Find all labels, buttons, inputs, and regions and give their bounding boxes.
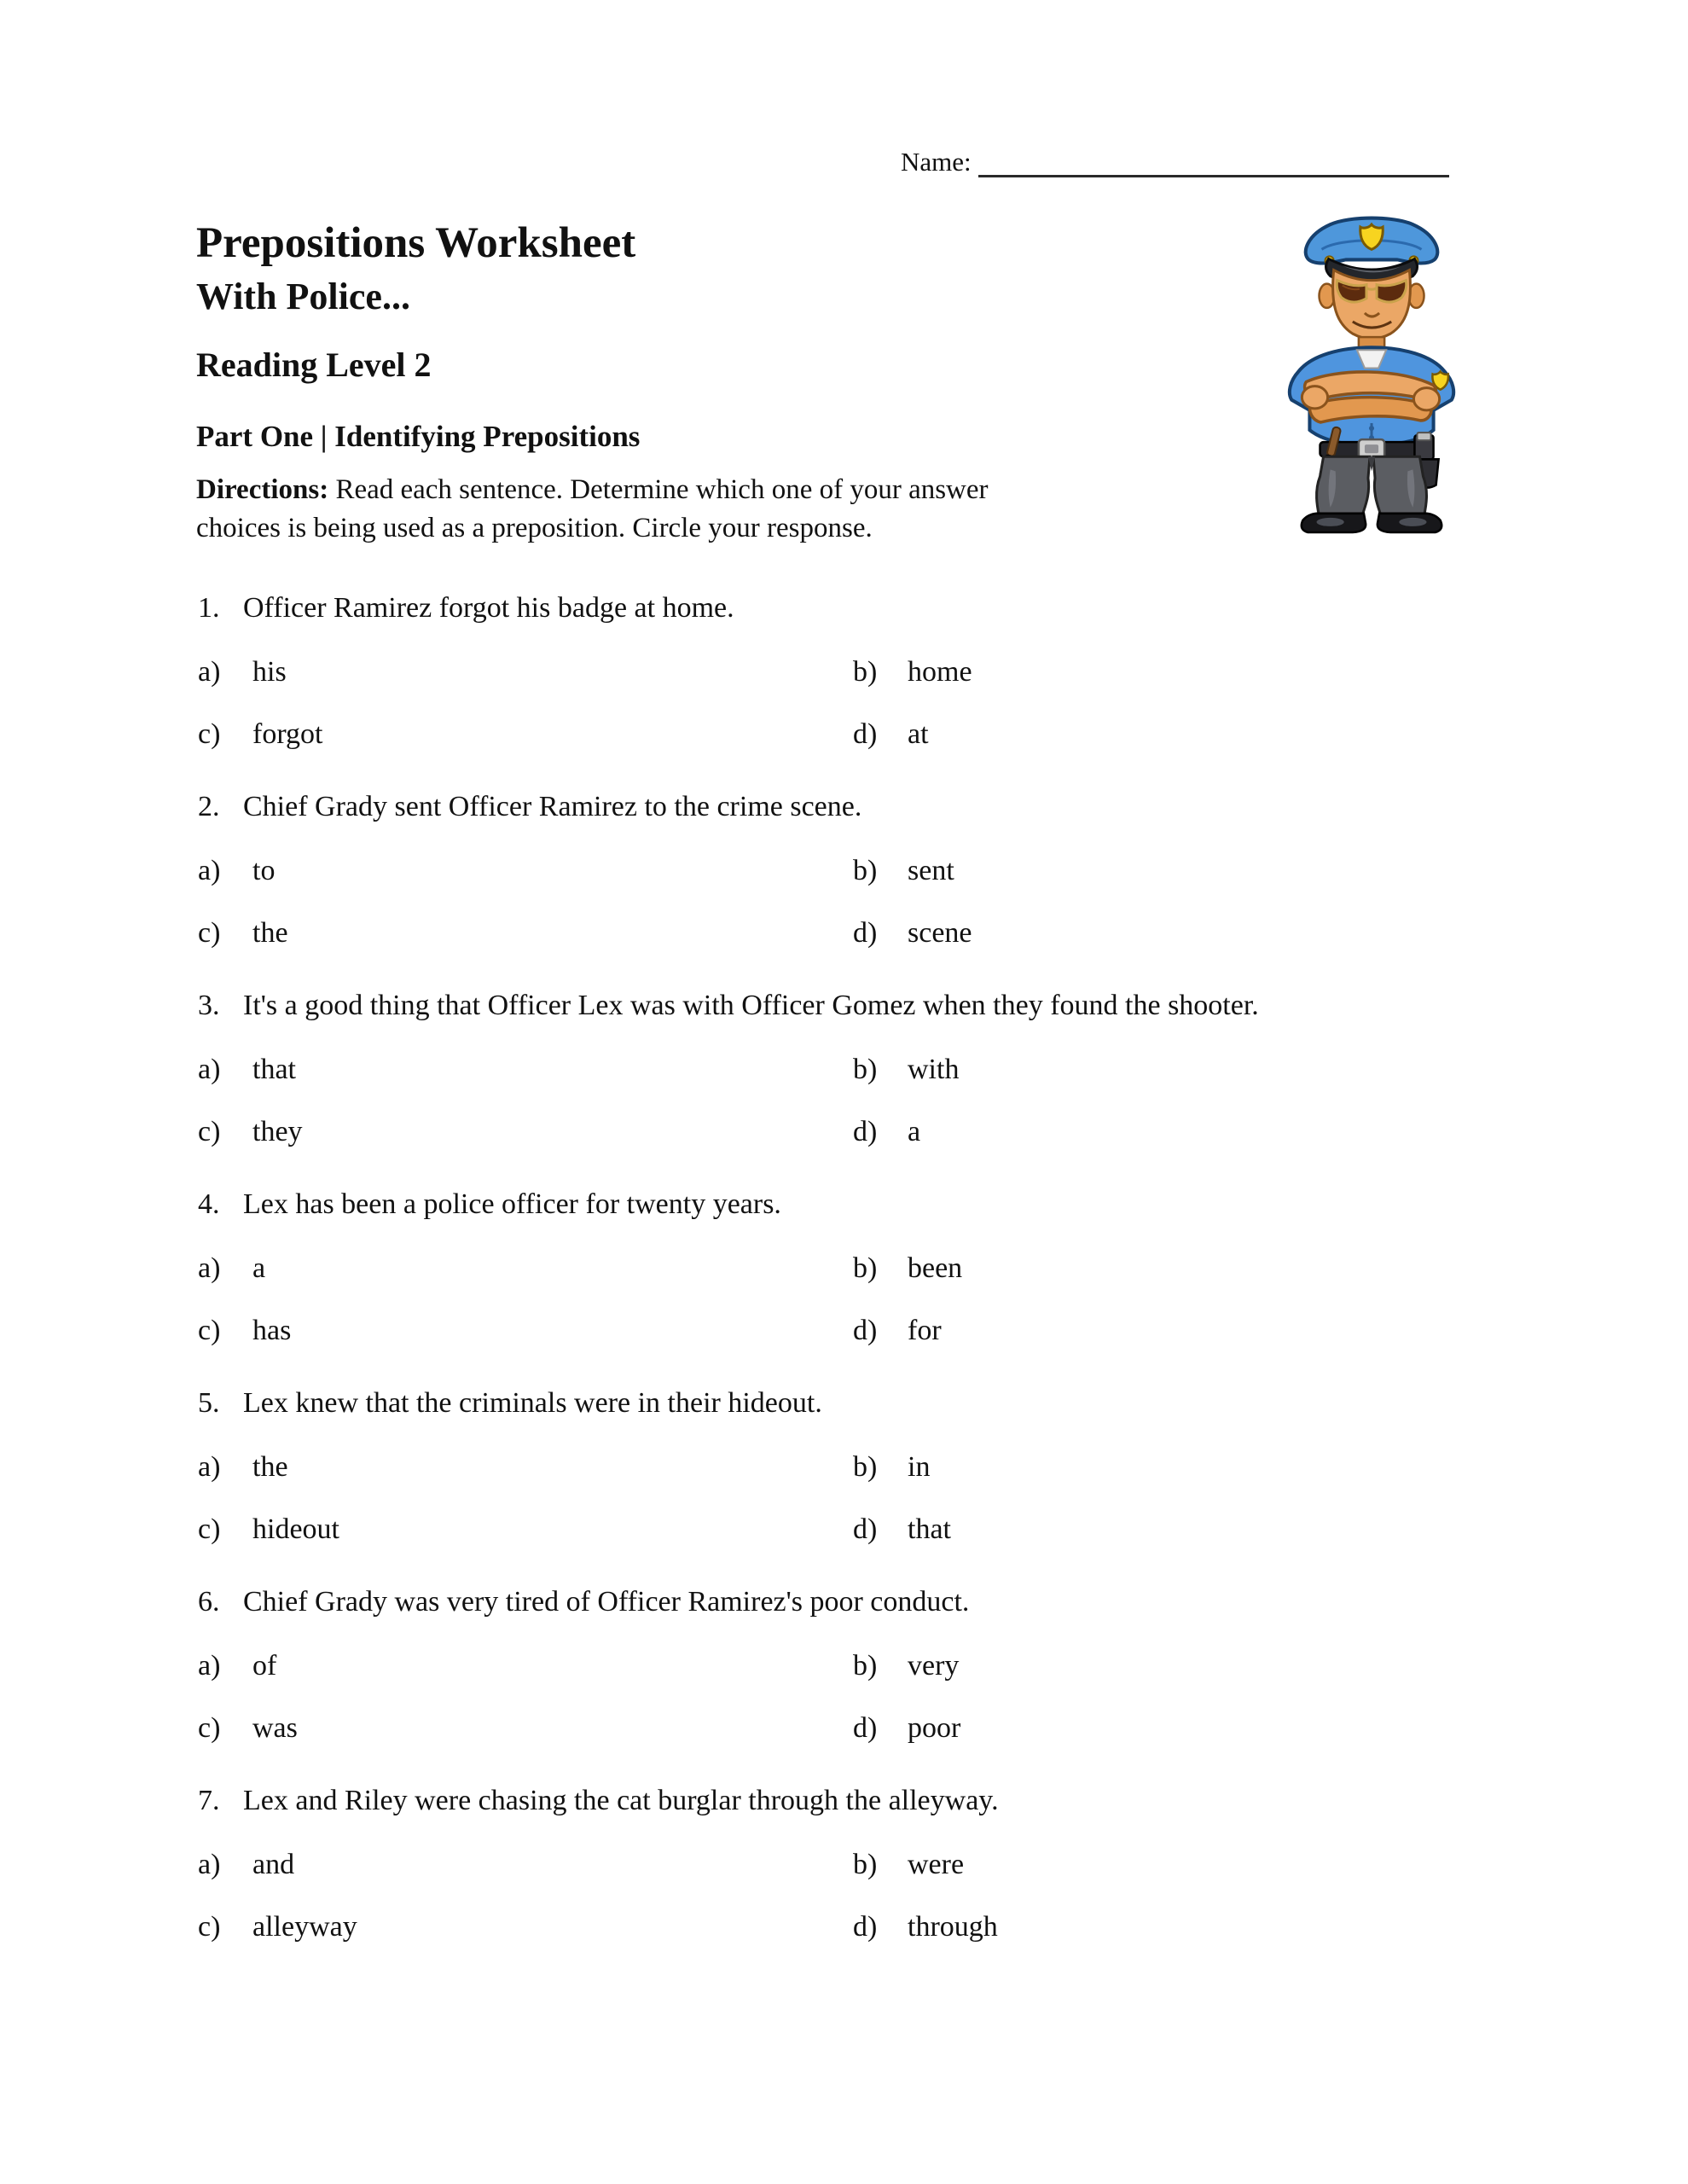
answer-choice-c[interactable] (198, 715, 853, 753)
choice-text: through (908, 1911, 998, 1943)
choice-text: his (252, 656, 287, 688)
answer-choice-d[interactable] (853, 1311, 1490, 1350)
answer-choice-c[interactable] (198, 1510, 853, 1548)
question-stem (198, 589, 1490, 627)
choice-letter: c) (198, 1116, 221, 1147)
page-title: Prepositions Worksheet (196, 219, 636, 267)
page-subtitle: With Police... (196, 276, 410, 317)
question-stem (198, 1384, 1490, 1422)
choice-letter: b) (853, 1252, 878, 1284)
question-text: Chief Grady sent Officer Ramirez to the crime scene. (243, 791, 862, 822)
answer-choice-d[interactable] (853, 1510, 1490, 1548)
question-text: Chief Grady was very tired of Officer Ramirez's poor conduct. (243, 1586, 970, 1618)
choice-text: of (252, 1650, 277, 1682)
answer-choice-b[interactable] (853, 1249, 1490, 1287)
answer-choice-d[interactable] (853, 715, 1490, 753)
choice-letter: b) (853, 1849, 878, 1880)
answer-choice-c[interactable] (198, 1908, 853, 1946)
question-number: 2. (198, 791, 220, 822)
choice-letter: c) (198, 1911, 221, 1943)
answer-options (198, 1050, 1490, 1151)
answer-choice-b[interactable] (853, 1647, 1490, 1685)
choice-letter: d) (853, 1116, 878, 1147)
question-number: 7. (198, 1785, 220, 1816)
choice-text: scene (908, 917, 972, 949)
choice-letter: a) (198, 1650, 221, 1682)
answer-choice-b[interactable] (853, 851, 1490, 890)
choice-letter: b) (853, 855, 878, 886)
answer-choice-c[interactable] (198, 1709, 853, 1747)
choice-text: hideout (252, 1513, 339, 1545)
answer-choice-a[interactable] (198, 851, 853, 890)
choice-text: a (908, 1116, 921, 1147)
choice-text: with (908, 1054, 960, 1085)
question-text: Lex and Riley were chasing the cat burglar through the alleyway. (243, 1785, 999, 1816)
choice-text: has (252, 1315, 292, 1346)
choice-text: and (252, 1849, 295, 1880)
choice-text: to (252, 855, 276, 886)
choice-letter: d) (853, 1911, 878, 1943)
choice-letter: c) (198, 718, 221, 750)
directions-label: Directions: (196, 474, 329, 505)
choice-text: was (252, 1712, 298, 1744)
question-stem (198, 787, 1490, 826)
choice-letter: c) (198, 1315, 221, 1346)
choice-letter: d) (853, 1315, 878, 1346)
answer-choice-a[interactable] (198, 1448, 853, 1486)
choice-letter: d) (853, 718, 878, 750)
choice-text: the (252, 917, 288, 949)
answer-choice-a[interactable] (198, 1249, 853, 1287)
answer-choice-d[interactable] (853, 914, 1490, 952)
answer-choice-b[interactable] (853, 1448, 1490, 1486)
answer-options (198, 653, 1490, 753)
name-row (901, 147, 1449, 177)
answer-options (198, 1448, 1490, 1548)
question-number: 5. (198, 1387, 220, 1419)
choice-letter: a) (198, 1849, 221, 1880)
answer-choice-d[interactable] (853, 1908, 1490, 1946)
choice-text: home (908, 656, 972, 688)
crossed-arms (1302, 372, 1439, 422)
question-block (198, 787, 1490, 986)
question-stem (198, 1583, 1490, 1621)
answer-choice-a[interactable] (198, 1845, 853, 1884)
question-text: Lex has been a police officer for twenty years. (243, 1188, 781, 1220)
choice-text: alleyway (252, 1911, 357, 1943)
choice-text: in (908, 1451, 931, 1483)
pants (1317, 456, 1427, 516)
choice-text: that (252, 1054, 296, 1085)
choice-text: were (908, 1849, 965, 1880)
police-officer-illustration (1269, 212, 1469, 534)
answer-choice-c[interactable] (198, 1112, 853, 1151)
answer-choice-a[interactable] (198, 1647, 853, 1685)
choice-text: a (252, 1252, 266, 1284)
choice-text: they (252, 1116, 303, 1147)
question-text: Lex knew that the criminals were in their hideout. (243, 1387, 822, 1419)
boots (1302, 514, 1441, 532)
choice-letter: a) (198, 656, 221, 688)
question-block (198, 589, 1490, 787)
answer-options (198, 1249, 1490, 1350)
choice-letter: c) (198, 1712, 221, 1744)
answer-choice-a[interactable] (198, 653, 853, 691)
question-number: 3. (198, 990, 220, 1021)
answer-choice-a[interactable] (198, 1050, 853, 1089)
question-number: 4. (198, 1188, 220, 1220)
choice-letter: a) (198, 855, 221, 886)
question-number: 1. (198, 592, 220, 624)
choice-letter: d) (853, 917, 878, 949)
choice-text: sent (908, 855, 954, 886)
choice-letter: b) (853, 1650, 878, 1682)
name-label: Name: (901, 147, 972, 177)
choice-letter: d) (853, 1513, 878, 1545)
question-block (198, 986, 1490, 1185)
choice-text: that (908, 1513, 951, 1545)
directions-line1: Read each sentence. Determine which one of your answer (335, 474, 989, 505)
police-officer-graphic (1269, 212, 1469, 534)
answer-choice-c[interactable] (198, 914, 853, 952)
question-block (198, 1384, 1490, 1583)
choice-text: forgot (252, 718, 323, 750)
choice-text: very (908, 1650, 960, 1682)
question-stem (198, 1781, 1490, 1820)
answer-options (198, 1845, 1490, 1946)
choice-letter: b) (853, 656, 878, 688)
choice-text: for (908, 1315, 942, 1346)
answer-choice-d[interactable] (853, 1709, 1490, 1747)
questions-list (198, 589, 1490, 1980)
name-input-line[interactable] (978, 147, 1449, 177)
choice-letter: d) (853, 1712, 878, 1744)
part-heading: Part One | Identifying Prepositions (196, 420, 641, 453)
directions (196, 471, 1262, 548)
choice-text: poor (908, 1712, 961, 1744)
choice-letter: a) (198, 1451, 221, 1483)
directions-line2: choices is being used as a preposition. Circle your response. (196, 513, 873, 543)
question-stem (198, 1185, 1490, 1223)
question-block (198, 1185, 1490, 1384)
choice-text: the (252, 1451, 288, 1483)
answer-choice-d[interactable] (853, 1112, 1490, 1151)
question-number: 6. (198, 1586, 220, 1618)
question-text: It's a good thing that Officer Lex was with Officer Gomez when they found the shooter. (243, 990, 1259, 1021)
choice-letter: b) (853, 1451, 878, 1483)
choice-letter: a) (198, 1252, 221, 1284)
question-block (198, 1583, 1490, 1781)
question-text: Officer Ramirez forgot his badge at home. (243, 592, 734, 624)
choice-letter: c) (198, 1513, 221, 1545)
answer-choice-b[interactable] (853, 1845, 1490, 1884)
choice-letter: b) (853, 1054, 878, 1085)
question-block (198, 1781, 1490, 1980)
choice-text: at (908, 718, 929, 750)
question-stem (198, 986, 1490, 1025)
choice-text: been (908, 1252, 963, 1284)
answer-choice-c[interactable] (198, 1311, 853, 1350)
answer-options (198, 851, 1490, 952)
answer-choice-b[interactable] (853, 653, 1490, 691)
answer-options (198, 1647, 1490, 1747)
reading-level: Reading Level 2 (196, 346, 432, 384)
answer-choice-b[interactable] (853, 1050, 1490, 1089)
choice-letter: c) (198, 917, 221, 949)
choice-letter: a) (198, 1054, 221, 1085)
